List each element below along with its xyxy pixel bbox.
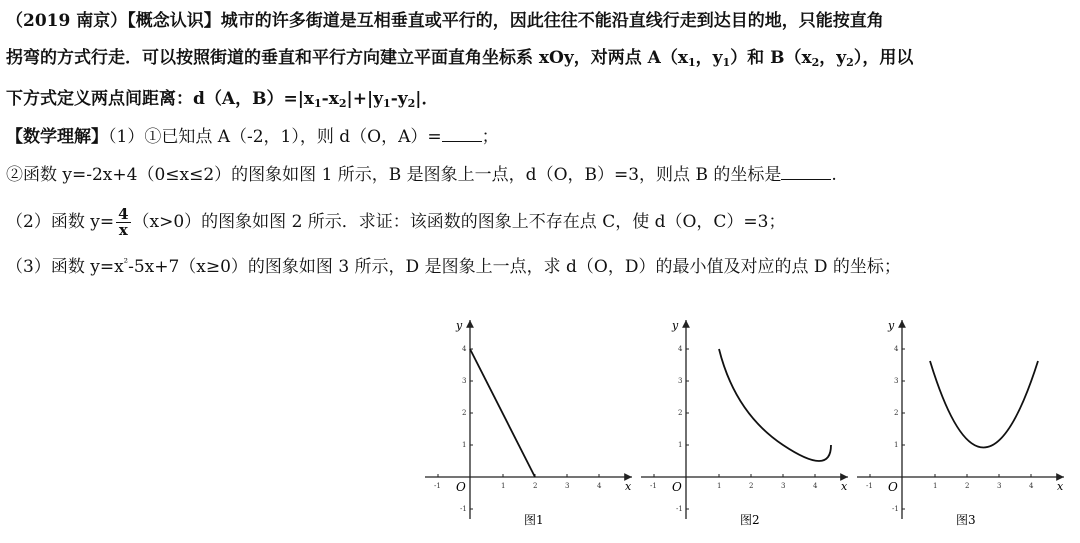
x-axis-label: x (841, 480, 848, 493)
tick-label: 3 (781, 482, 786, 490)
tick-label: 1 (933, 482, 938, 490)
tick-label: 3 (678, 377, 683, 385)
tick-label: 4 (678, 345, 683, 353)
parabola-y-eq-x2-minus5x-plus7 (930, 361, 1038, 448)
line-3: 下方式定义两点间距离：d（A，$B)=|x_1-x_2|+|y_1-y_2|$． (6, 89, 439, 110)
origin-label: O (672, 480, 682, 494)
tick-label: 1 (717, 482, 722, 490)
tick-label: 2 (462, 409, 467, 417)
y-axis-label: y (888, 319, 895, 332)
tick-label: 3 (565, 482, 570, 490)
x-axis-label: x (625, 480, 632, 493)
origin-label: O (888, 480, 898, 494)
tick-label: 2 (894, 409, 899, 417)
tick-label: -1 (650, 482, 657, 490)
answer-blank-2[interactable] (781, 165, 831, 180)
tick-label: 2 (678, 409, 683, 417)
line-6: （2）函数 y= $\frac{4}{x}$ （x>0）的图象如图 2 所示．求证：该函数的图象上不存在点 C，使 d（O，C）=3； (6, 205, 786, 239)
line-4: 【数学理解】（1）①已知点 A（-2，1），则 d（O，A）= ； (6, 127, 499, 147)
tick-label: 4 (462, 345, 467, 353)
tick-label: 3 (894, 377, 899, 385)
line-7: （3）函数 $y=x^{^2}-5x+7(x\ge 0)$的图象如图 3 所示，D 是图象上一点，求 d（O，D）的最小值及对应的点 D 的坐标； (6, 256, 901, 277)
tick-label: 1 (894, 441, 899, 449)
tick-label: 1 (462, 441, 467, 449)
line-graph-y-eq-neg2x-plus4 (470, 349, 535, 477)
figure-1-caption: 图1 (524, 513, 544, 527)
tick-label: 4 (597, 482, 602, 490)
tick-label: -1 (434, 482, 441, 490)
tick-label: -1 (460, 505, 467, 513)
tick-label: 4 (894, 345, 899, 353)
tick-label: 2 (533, 482, 538, 490)
figure-3-caption: 图3 (956, 513, 976, 527)
figure-1-graph (420, 314, 640, 532)
line-2: 拐弯的方式行走．可以按照街道的垂直和平行方向建立平面直角坐标系 xOy，对两点 $A(x_1$，$y_1$）和 $B(x_2$，$y_2$），用以 (6, 48, 914, 69)
tick-label: 3 (997, 482, 1002, 490)
figure-2-caption: 图2 (740, 513, 760, 527)
tick-label: 2 (749, 482, 754, 490)
tick-label: 3 (462, 377, 467, 385)
tick-label: 4 (813, 482, 818, 490)
tick-label: -1 (892, 505, 899, 513)
tick-label: -1 (676, 505, 683, 513)
hyperbola-y-eq-4-over-x (719, 349, 831, 461)
figure-2-graph (636, 314, 856, 532)
y-axis-label: y (672, 319, 679, 332)
line-5: ②函数 y=-2x+4（0≤x≤2）的图象如图 1 所示，B 是图象上一点，d（O，B）=3，则点 B 的坐标是 . (6, 165, 837, 185)
figure-3-graph (852, 314, 1072, 532)
answer-blank-1[interactable] (442, 127, 482, 142)
origin-label: O (456, 480, 466, 494)
tick-label: 4 (1029, 482, 1034, 490)
line-1: （2019 南京）【概念认识】城市的许多街道是互相垂直或平行的，因此往往不能沿直线行走到达目的地，只能按直角 (6, 11, 884, 31)
tick-label: 1 (501, 482, 506, 490)
tick-label: 2 (965, 482, 970, 490)
tick-label: 1 (678, 441, 683, 449)
x-axis-label: x (1057, 480, 1064, 493)
tick-label: -1 (866, 482, 873, 490)
fraction-4-over-x: $\frac{4}{x}$ (118, 205, 129, 239)
y-axis-label: y (456, 319, 463, 332)
